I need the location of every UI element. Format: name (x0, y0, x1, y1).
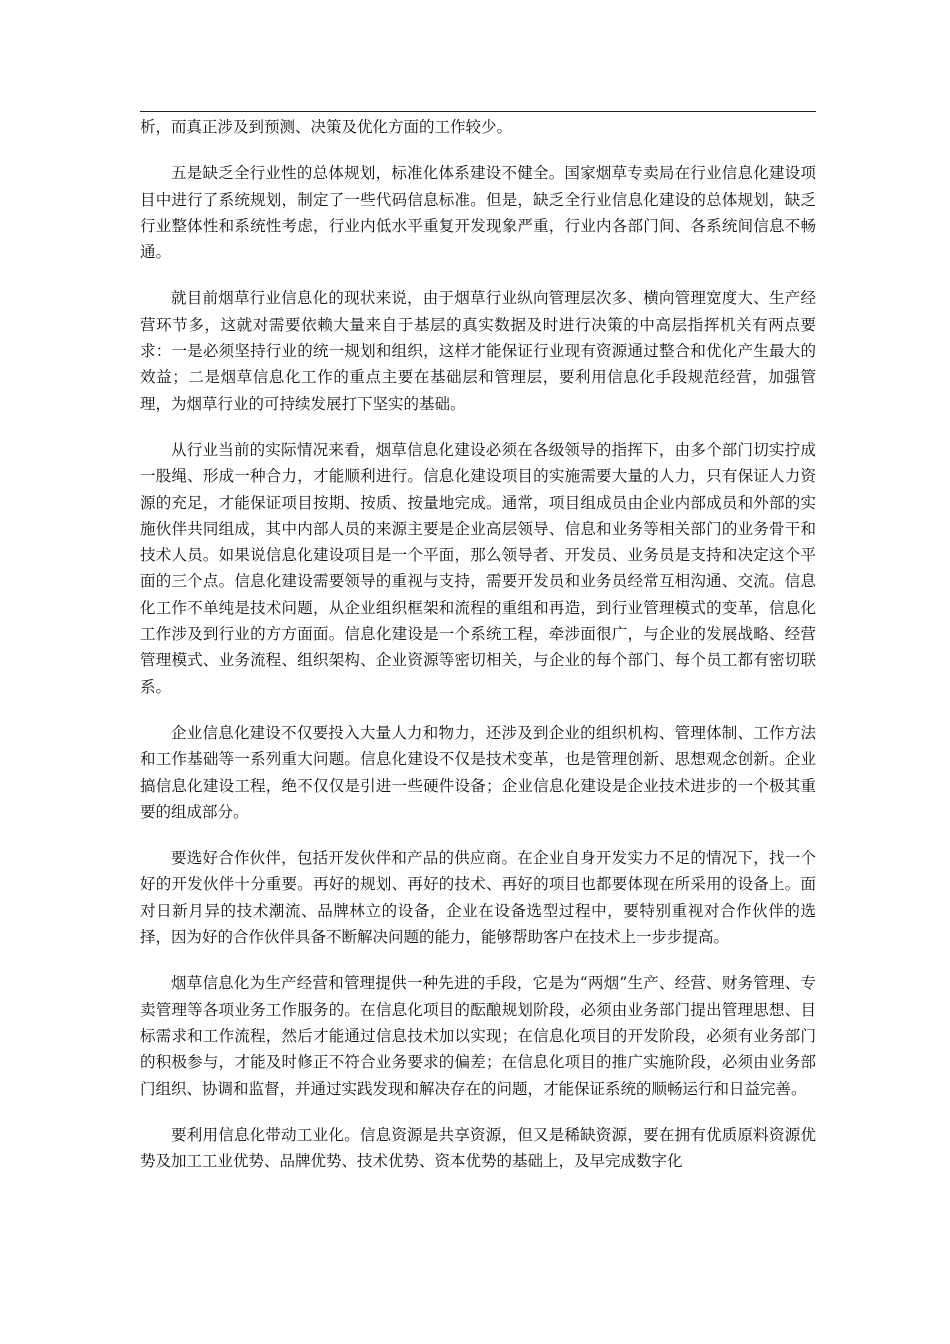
paragraph-gap (140, 700, 816, 720)
document-body (140, 114, 816, 1174)
paragraph-gap (140, 1102, 816, 1122)
paragraph-gap (140, 265, 816, 285)
paragraph-business-departments: 烟草信息化为生产经营和管理提供一种先进的手段，它是为“两烟”生产、经营、财务管理、专卖管理等各项业务工作服务的。在信息化项目的酝酿规划阶段，必须由业务部门提出管理思想、目标需求和工作流程，然后才能通过信息技术加以实现；在信息化项目的开发阶段，必须有业务部门的积极参与，才能及时修正不符合业务要求的偏差；在信息化项目的推广实施阶段，必须由业务部门组织、协调和监督，并通过实践发现和解决存在的问题，才能保证系统的顺畅运行和日益完善。 (140, 974, 816, 1098)
paragraph-continued: 析，而真正涉及到预测、决策及优化方面的工作较少。 (140, 118, 513, 136)
paragraph-gap (140, 950, 816, 970)
paragraph-gap (140, 140, 816, 160)
paragraph-investment: 企业信息化建设不仅要投入大量人力和物力，还涉及到企业的组织机构、管理体制、工作方法和工作基础等一系列重大问题。信息化建设不仅是技术变革，也是管理创新、思想观念创新。企业搞信息化建设工程，绝不仅仅是引进一些硬件设备；企业信息化建设是企业技术进步的一个极其重要的组成部分。 (140, 723, 816, 821)
paragraph-leadership-coordination: 从行业当前的实际情况来看，烟草信息化建设必须在各级领导的指挥下，由多个部门切实拧成一股绳、形成一种合力，才能顺利进行。信息化建设项目的实施需要大量的人力，只有保证人力资源的充足，才能保证项目按期、按质、按量地完成。通常，项目组成员由企业内部成员和外部的实施伙伴共同组成，其中内部人员的来源主要是企业高层领导、信息和业务等相关部门的业务骨干和技术人员。如果说信息化建设项目是一个平面，那么领导者、开发员、业务员是支持和决定这个平面的三个点。信息化建设需要领导的重视与支持，需要开发员和业务员经常互相沟通、交流。信息化工作不单纯是技术问题，从企业组织框架和流程的重组和再造，到行业管理模式的变革，信息化工作涉及到行业的方方面面。信息化建设是一个系统工程，牵涉面很广，与企业的发展战略、经营管理模式、业务流程、组织架构、企业资源等密切相关，与企业的每个部门、每个员工都有密切联系。 (140, 440, 816, 696)
paragraph-partners: 要选好合作伙伴，包括开发伙伴和产品的供应商。在企业自身开发实力不足的情况下，找一个好的开发伙伴十分重要。再好的规划、再好的技术、再好的项目也都要体现在所采用的设备上。面对日新月异的技术潮流、品牌林立的设备，企业在设备选型过程中，要特别重视对合作伙伴的选择，因为好的合作伙伴具备不断解决问题的能力，能够帮助客户在技术上一步步提高。 (140, 849, 816, 947)
paragraph-gap (140, 417, 816, 437)
paragraph-industry-status: 就目前烟草行业信息化的现状来说，由于烟草行业纵向管理层次多、横向管理宽度大、生产经营环节多，这就对需要依赖大量来自于基层的真实数据及时进行决策的中高层指挥机关有两点要求：一是必须坚持行业的统一规划和组织，这样才能保证行业现有资源通过整合和优化产生最大的效益；二是烟草信息化工作的重点主要在基础层和管理层，要利用信息化手段规范经营，加强管理，为烟草行业的可持续发展打下坚实的基础。 (140, 289, 816, 413)
paragraph-planning-standards: 五是缺乏全行业性的总体规划，标准化体系建设不健全。国家烟草专卖局在行业信息化建设项目中进行了系统规划，制定了一些代码信息标准。但是，缺乏全行业信息化建设的总体规划，缺乏行业整体性和系统性考虑，行业内低水平重复开发现象严重，行业内各部门间、各系统间信息不畅通。 (140, 164, 816, 262)
paragraph-industrialization: 要利用信息化带动工业化。信息资源是共享资源，但又是稀缺资源，要在拥有优质原料资源优势及加工工业优势、品牌优势、技术优势、资本优势的基础上，及早完成数字化 (140, 1125, 816, 1171)
paragraph-gap (140, 825, 816, 845)
header-rule (140, 111, 816, 112)
